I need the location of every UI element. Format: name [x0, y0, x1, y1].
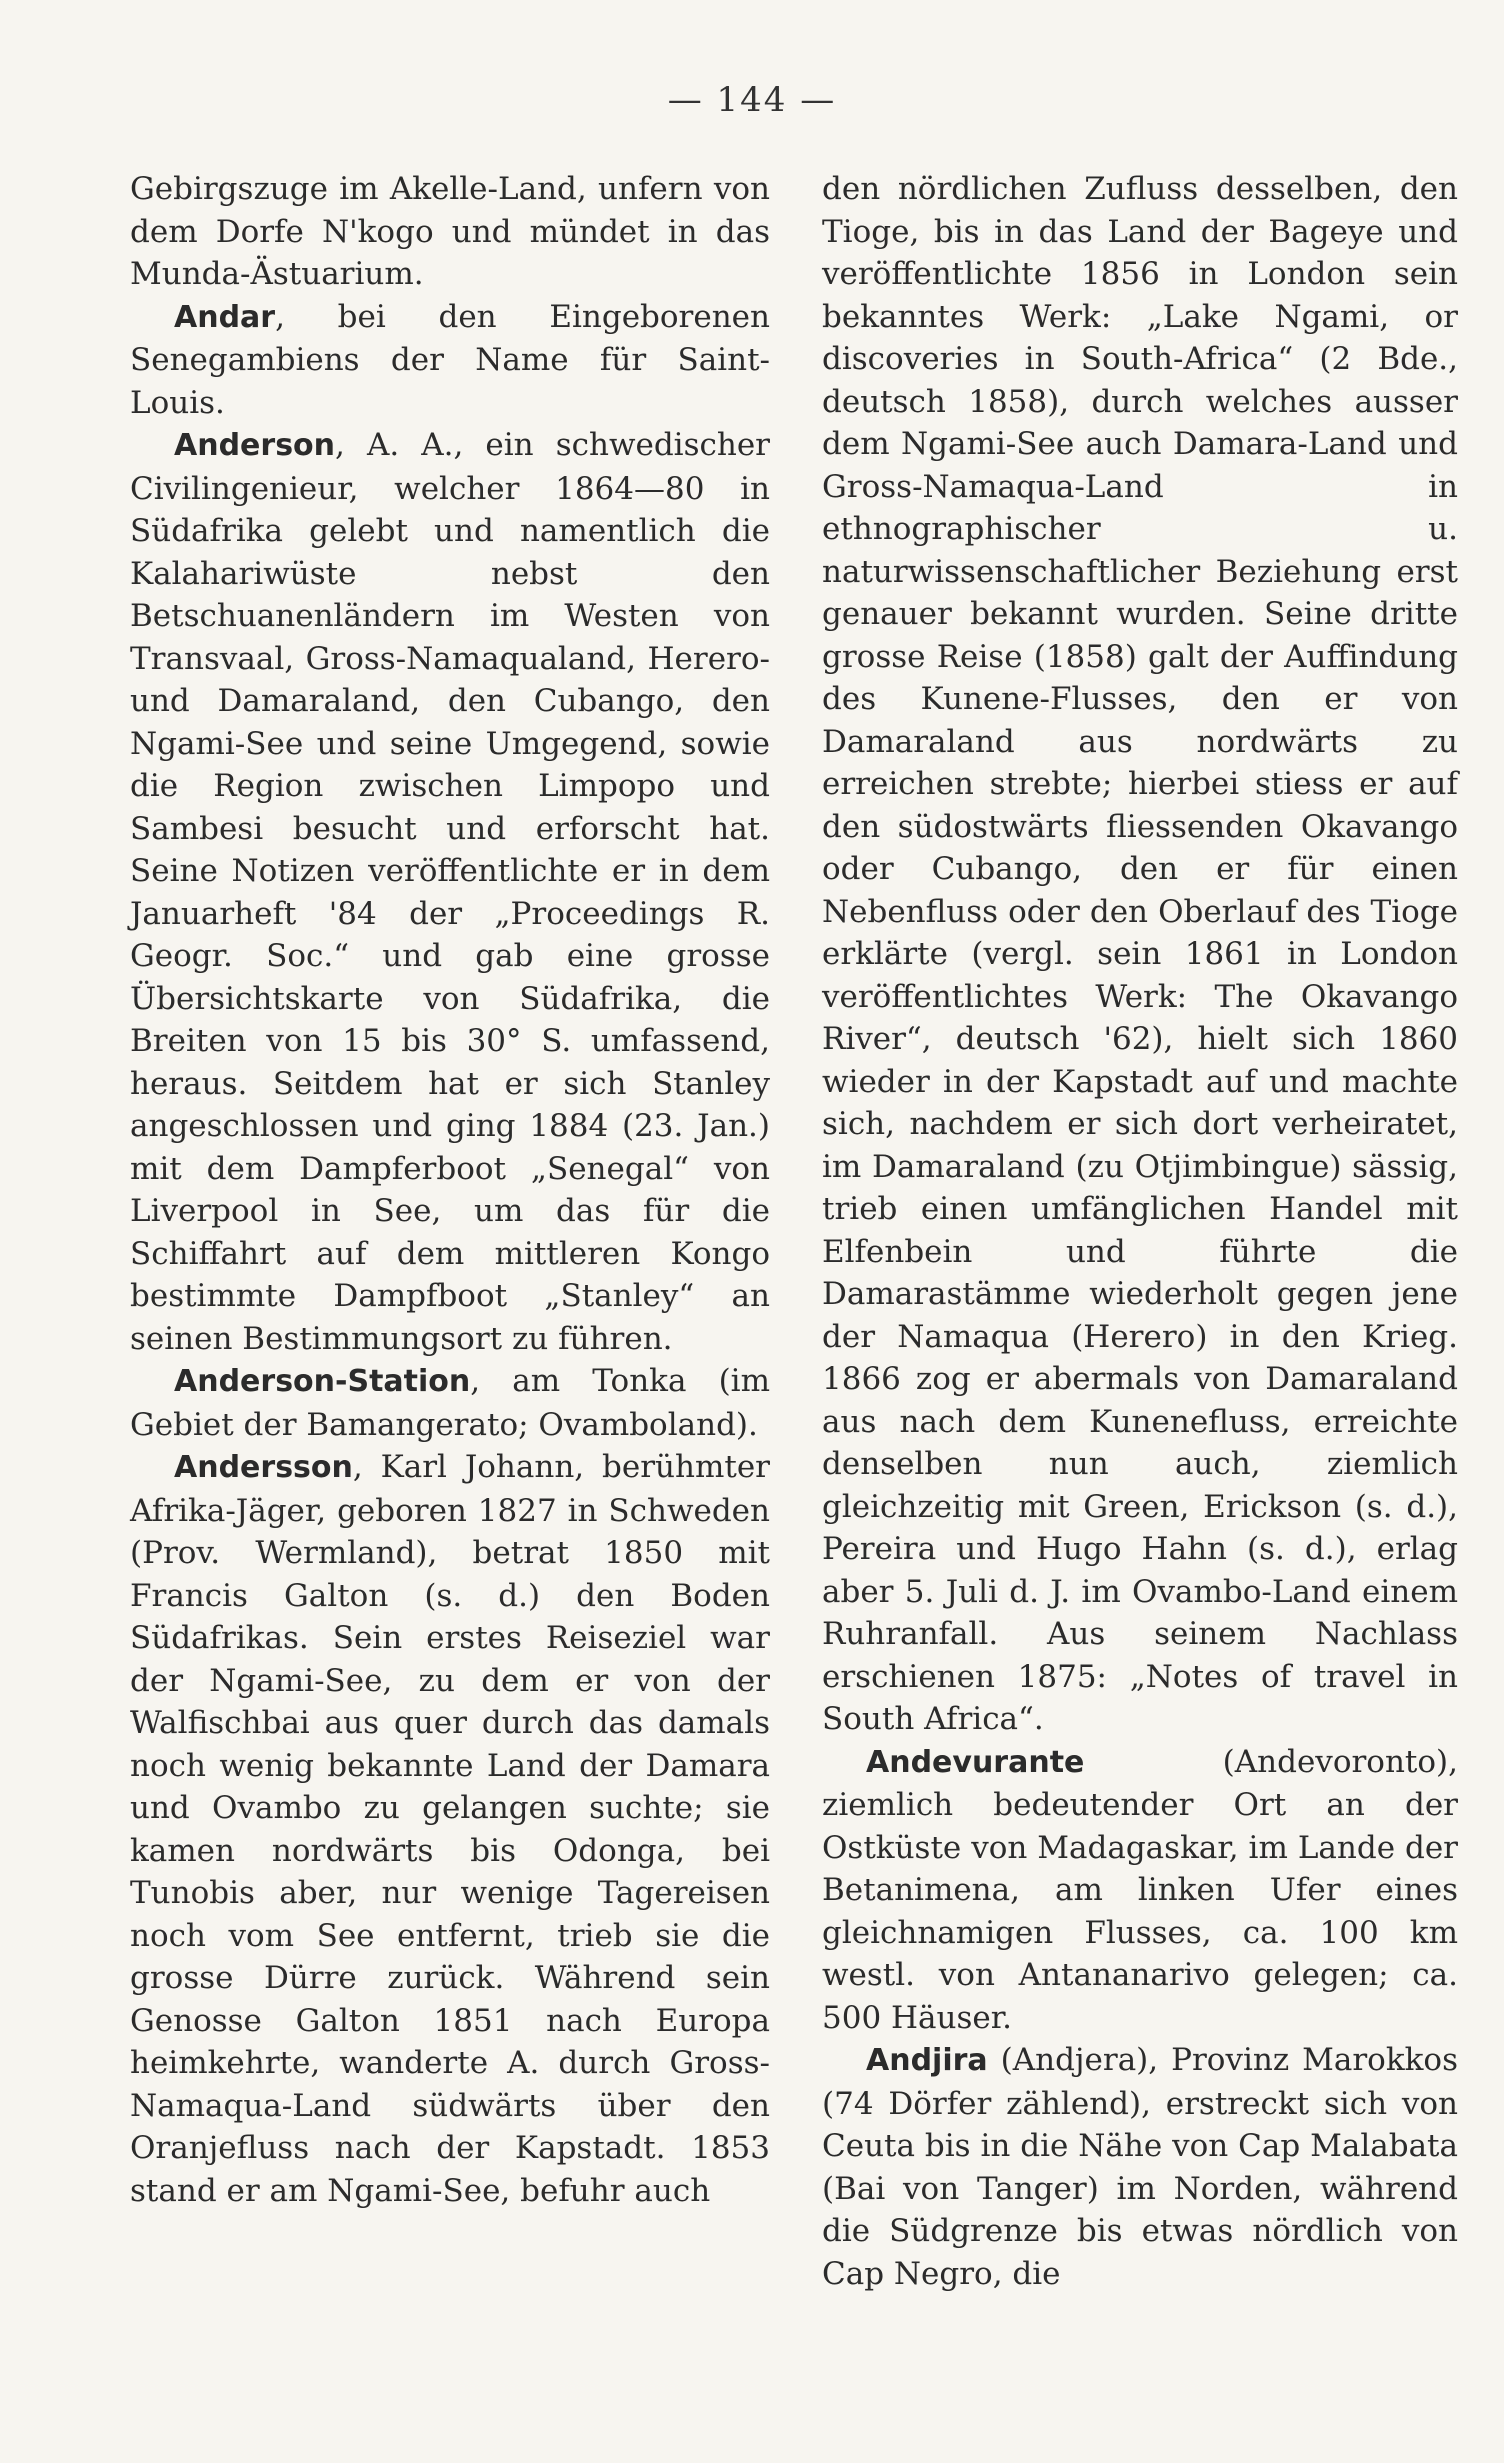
entry-headword: Andjira	[866, 2043, 988, 2078]
entry-headword: Anderson	[174, 428, 336, 463]
entry-andar	[130, 296, 770, 425]
entry-text: (Andjera), Provinz Marokkos (74 Dörfer zählend), erstreckt sich von Ceuta bis in die Nähe von Cap Malabata (Bai von Tanger) im Norden, während die Südgrenze bis etwas nördlich von Cap Negro, die	[822, 2042, 1458, 2292]
entry-text: , Karl Johann, berühmter Afrika-Jäger, geboren 1827 in Schweden (Prov. Wermland), betrat 1850 mit Francis Galton (s. d.) den Boden Südafrikas. Sein erstes Reiseziel war der Ngami-See, zu dem er von der Walfischbai aus quer durch das damals noch wenig bekannte Land der Damara und Ovambo zu gelangen suchte; sie kamen nordwärts bis Odonga, bei Tunobis aber, nur wenige Tagereisen noch vom See entfernt, trieb sie die grosse Dürre zurück. Während sein Genosse Galton 1851 nach Europa heimkehrte, wanderte A. durch Gross-Namaqua-Land südwärts über den Oranjefluss nach der Kapstadt. 1853 stand er am Ngami-See, befuhr auch	[130, 1449, 770, 2209]
entry-text: Gebirgszuge im Akelle-Land, unfern von dem Dorfe N'kogo und mündet in das Munda-Ästuarium.	[130, 171, 770, 292]
entry-headword: Andevurante	[866, 1744, 1085, 1780]
entry-andersson	[130, 1446, 770, 2212]
entry-headword: Anderson-Station	[174, 1364, 471, 1399]
entry-text: (Andevoronto), ziemlich bedeutender Ort an der Ostküste von Madagaskar, im Lande der Betanimena, am linken Ufer eines gleichnamigen Flusses, ca. 100 km westl. von Antananarivo gelegen; ca. 500 Häuser.	[822, 1743, 1458, 2036]
entry-continuation	[822, 168, 1458, 1741]
entry-andevurante	[822, 1741, 1458, 2040]
entry-text: , bei den Eingeborenen Senegambiens der Name für Saint-Louis.	[130, 298, 770, 421]
entry-continuation	[130, 168, 770, 296]
left-column	[130, 168, 770, 2212]
entry-anderson	[130, 424, 770, 1360]
entry-headword: Andar	[174, 299, 276, 335]
entry-andjira	[822, 2039, 1458, 2295]
entry-anderson-station	[130, 1360, 770, 1446]
entry-text: den nördlichen Zufluss desselben, den Tioge, bis in das Land der Bageye und veröffentlichte 1856 in London sein bekanntes Werk: „Lake Ngami, or discoveries in South-Africa“ (2 Bde., deutsch 1858), durch welches ausser dem Ngami-See auch Damara-Land und Gross-Namaqua-Land in ethnographischer u. naturwissenschaftlicher Beziehung erst genauer bekannt wurden. Seine dritte grosse Reise (1858) galt der Auffindung des Kunene-Flusses, den er von Damaraland aus nordwärts zu erreichen strebte; hierbei stiess er auf den südostwärts fliessenden Okavango oder Cubango, den er für einen Nebenfluss oder den Oberlauf des Tioge erklärte (vergl. sein 1861 in London veröffentlichtes Werk: The Okavango River“, deutsch '62), hielt sich 1860 wieder in der Kapstadt auf und machte sich, nachdem er sich dort verheiratet, im Damaraland (zu Otjimbingue) sässig, trieb einen umfänglichen Handel mit Elfenbein und führte die Damarastämme wiederholt gegen jene der Namaqua (Herero) in den Krieg. 1866 zog er abermals von Damaraland aus nach dem Kunenefluss, erreichte denselben nun auch, ziemlich gleichzeitig mit Green, Erickson (s. d.), Pereira und Hugo Hahn (s. d.), erlag aber 5. Juli d. J. im Ovambo-Land einem Ruhranfall. Aus seinem Nachlass erschienen 1875: „Notes of travel in South Africa“.	[822, 171, 1458, 1737]
right-column	[822, 168, 1458, 2295]
entry-headword: Andersson	[174, 1450, 353, 1485]
entry-text: , am Tonka (im Gebiet der Bamangerato; Ovamboland).	[130, 1363, 770, 1443]
page-number: — 144 —	[667, 80, 837, 120]
entry-text: , A. A., ein schwedischer Civilingenieur, welcher 1864—80 in Südafrika gelebt und namentlich die Kalahariwüste nebst den Betschuanenländern im Westen von Transvaal, Gross-Namaqualand, Herero- und Damaraland, den Cubango, den Ngami-See und seine Umgegend, sowie die Region zwischen Limpopo und Sambesi besucht und erforscht hat. Seine Notizen veröffentlichte er in dem Januarheft '84 der „Proceedings R. Geogr. Soc.“ und gab eine grosse Übersichtskarte von Südafrika, die Breiten von 15 bis 30° S. umfassend, heraus. Seitdem hat er sich Stanley angeschlossen und ging 1884 (23. Jan.) mit dem Dampferboot „Senegal“ von Liverpool in See, um das für die Schiffahrt auf dem mittleren Kongo bestimmte Dampfboot „Stanley“ an seinen Bestimmungsort zu führen.	[130, 427, 770, 1357]
